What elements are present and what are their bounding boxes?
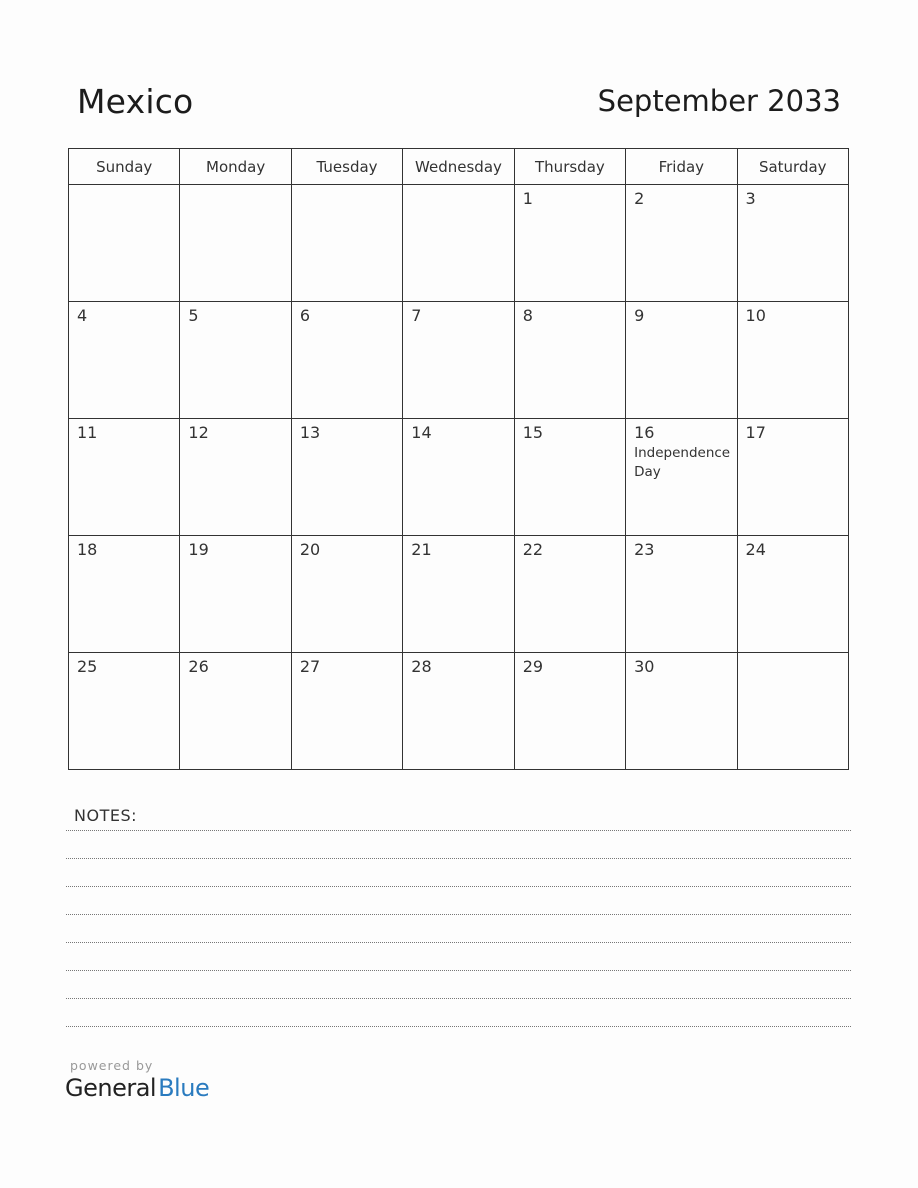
day-cell	[69, 419, 180, 536]
day-number: 29	[522, 657, 544, 676]
day-number: 18	[77, 540, 98, 559]
day-cell	[737, 302, 848, 419]
day-cell	[180, 536, 291, 653]
weekday-header: Thursday	[514, 149, 625, 185]
day-cell	[69, 653, 180, 770]
day-cell	[180, 302, 291, 419]
day-cell	[626, 536, 737, 653]
day-cell	[626, 419, 737, 536]
note-line	[66, 942, 851, 943]
day-cell	[514, 419, 625, 536]
day-number: 2	[634, 189, 645, 208]
week-row	[69, 302, 849, 419]
day-number: 19	[188, 540, 209, 559]
day-cell	[737, 185, 848, 302]
day-number: 6	[299, 306, 311, 325]
notes-label: NOTES:	[74, 806, 137, 825]
weekday-header-row	[69, 149, 849, 185]
day-cell	[180, 653, 291, 770]
day-cell	[180, 419, 291, 536]
day-cell	[626, 185, 737, 302]
day-cell	[69, 536, 180, 653]
day-number: 20	[299, 540, 321, 559]
day-cell	[403, 653, 514, 770]
note-line	[66, 858, 851, 859]
calendar-grid	[68, 148, 849, 770]
day-cell	[69, 185, 180, 302]
day-number: 16	[634, 423, 655, 442]
day-cell	[514, 185, 625, 302]
note-line	[66, 914, 851, 915]
weekday-header: Wednesday	[403, 149, 514, 185]
weekday-header: Tuesday	[291, 149, 402, 185]
day-number: 24	[745, 540, 766, 559]
day-cell	[737, 653, 848, 770]
day-number: 8	[522, 306, 533, 325]
day-number: 1	[522, 189, 533, 208]
day-cell	[737, 536, 848, 653]
generalblue-logo[interactable]	[65, 1074, 209, 1102]
weekday-header: Monday	[180, 149, 291, 185]
week-row	[69, 419, 849, 536]
day-cell	[403, 302, 514, 419]
day-cell	[69, 302, 180, 419]
day-cell	[403, 536, 514, 653]
day-number: 3	[745, 189, 756, 208]
note-line	[66, 998, 851, 999]
day-number: 4	[77, 306, 88, 325]
day-cell	[626, 302, 737, 419]
day-number: 22	[522, 540, 544, 559]
day-number: 14	[411, 423, 432, 442]
month-year-title: September 2033	[597, 84, 841, 118]
day-cell	[291, 536, 402, 653]
note-line	[66, 886, 851, 887]
holiday-label: Independence Day	[634, 445, 731, 480]
day-number: 25	[77, 657, 98, 676]
day-number: 23	[634, 540, 655, 559]
day-cell	[514, 536, 625, 653]
day-number: 17	[745, 423, 766, 442]
note-line	[66, 1026, 851, 1027]
day-number: 11	[77, 423, 98, 442]
day-cell	[403, 185, 514, 302]
day-cell	[403, 419, 514, 536]
day-number: 7	[411, 306, 422, 325]
day-cell	[291, 653, 402, 770]
powered-by-text: powered by	[70, 1058, 154, 1073]
week-row	[69, 536, 849, 653]
day-number: 27	[299, 657, 321, 676]
note-line	[66, 830, 851, 831]
brand-blue: Blue	[158, 1074, 210, 1102]
day-number: 9	[634, 306, 645, 325]
weekday-header: Friday	[626, 149, 737, 185]
day-number: 30	[634, 657, 655, 676]
day-number: 28	[411, 657, 432, 676]
weekday-header: Sunday	[69, 149, 180, 185]
day-number: 15	[522, 423, 544, 442]
week-row	[69, 185, 849, 302]
day-cell	[514, 302, 625, 419]
day-cell	[514, 653, 625, 770]
note-line	[66, 970, 851, 971]
country-title: Mexico	[77, 82, 194, 121]
day-number: 13	[299, 423, 321, 442]
day-cell	[291, 302, 402, 419]
day-cell	[180, 185, 291, 302]
day-cell	[291, 185, 402, 302]
day-number: 26	[188, 657, 209, 676]
day-number: 5	[188, 306, 199, 325]
weekday-header: Saturday	[737, 149, 848, 185]
brand-general: General	[65, 1074, 157, 1102]
week-row	[69, 653, 849, 770]
day-cell	[626, 653, 737, 770]
day-cell	[737, 419, 848, 536]
day-number: 21	[411, 540, 432, 559]
day-cell	[291, 419, 402, 536]
day-number: 10	[745, 306, 766, 325]
day-number: 12	[188, 423, 209, 442]
